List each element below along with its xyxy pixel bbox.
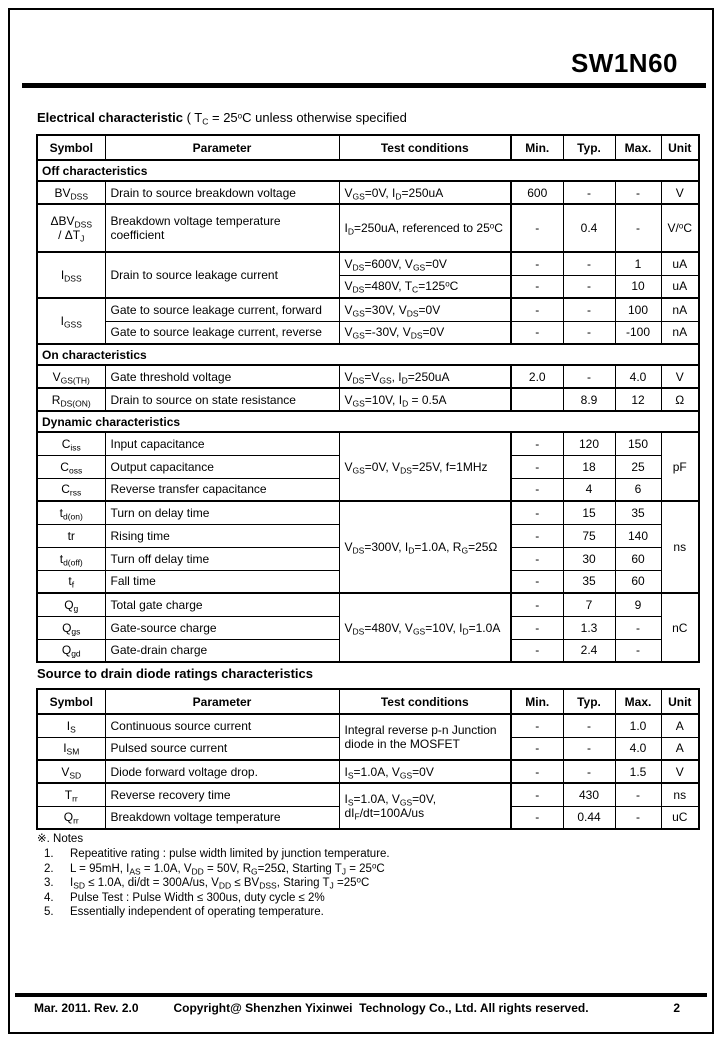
- cell-unit: V: [661, 760, 699, 783]
- cell-symbol: $R_{DS(ON)}$: [37, 388, 105, 411]
- cell-max: 4.0: [615, 737, 661, 760]
- header-min: Min.: [511, 689, 563, 714]
- cell-max: 150: [615, 432, 661, 455]
- cell-unit: ns: [661, 783, 699, 806]
- notes-list: [37, 847, 390, 920]
- heading-bold-text: Electrical characteristic: [37, 110, 183, 125]
- cell-min: 600: [511, 181, 563, 204]
- footer-rule: [15, 993, 707, 997]
- cell-max: 60: [615, 547, 661, 570]
- cell-symbol: $Q_{rr}$: [37, 806, 105, 829]
- cell-min: -: [511, 547, 563, 570]
- cell-max: -: [615, 181, 661, 204]
- heading-condition-text: ( $T_C = 25^oC$ unless otherwise specified: [182, 110, 407, 127]
- cell-test-conditions: $V_{GS}=10V$, $I_D = 0.5A$: [339, 388, 511, 411]
- footer-copyright: Copyright@ Shenzhen Yixinwei Technology Co., Ltd. All rights reserved.: [173, 1001, 589, 1015]
- note-number: 3.: [44, 877, 54, 889]
- cell-test-conditions: $V_{DS}=480V$, $T_C=125^oC$: [339, 275, 511, 298]
- cell-max: 4.0: [615, 365, 661, 388]
- cell-symbol: $V_{GS(TH)}$: [37, 365, 105, 388]
- cell-symbol: $I_{DSS}$: [37, 252, 105, 298]
- note-item: [37, 905, 390, 920]
- cell-typ: -: [563, 714, 615, 737]
- cell-typ: 75: [563, 524, 615, 547]
- cell-symbol: $Q_{gd}$: [37, 639, 105, 662]
- cell-parameter: Input capacitance: [105, 432, 339, 455]
- cell-parameter: Turn on delay time: [105, 501, 339, 524]
- cell-max: -: [615, 639, 661, 662]
- cell-max: -: [615, 616, 661, 639]
- cell-unit: ns: [661, 501, 699, 593]
- cell-min: -: [511, 570, 563, 593]
- cell-typ: 0.4: [563, 204, 615, 252]
- cell-parameter: Rising time: [105, 524, 339, 547]
- cell-unit: A: [661, 737, 699, 760]
- cell-typ: 120: [563, 432, 615, 455]
- header-test-conditions: Test conditions: [339, 135, 511, 160]
- cell-parameter: Drain to source breakdown voltage: [105, 181, 339, 204]
- footer-page-number: 2: [673, 1001, 680, 1015]
- note-text: Repeatitive rating : pulse width limited by junction temperature.: [70, 848, 390, 860]
- cell-parameter: Diode forward voltage drop.: [105, 760, 339, 783]
- cell-min: -: [511, 321, 563, 344]
- cell-symbol: $C_{oss}$: [37, 455, 105, 478]
- cell-max: 12: [615, 388, 661, 411]
- cell-parameter: Total gate charge: [105, 593, 339, 616]
- note-text: $I_{SD} \le 1.0A$, di/dt = 300A/us, $V_{DD} \le BV_{DSS}$, Staring $T_J =25^oC$: [70, 875, 370, 891]
- cell-typ: 8.9: [563, 388, 615, 411]
- cell-min: -: [511, 783, 563, 806]
- cell-parameter: Drain to source on state resistance: [105, 388, 339, 411]
- cell-typ: 1.3: [563, 616, 615, 639]
- cell-min: -: [511, 524, 563, 547]
- cell-symbol: $T_{rr}$: [37, 783, 105, 806]
- cell-max: 1.0: [615, 714, 661, 737]
- cell-symbol: $Q_g$: [37, 593, 105, 616]
- cell-unit: V: [661, 365, 699, 388]
- note-number: 5.: [44, 906, 54, 918]
- cell-symbol: tr: [37, 524, 105, 547]
- section-row-label: Dynamic characteristics: [37, 411, 699, 432]
- cell-max: 100: [615, 298, 661, 321]
- note-item: [37, 847, 390, 862]
- page-footer: [0, 1001, 722, 1019]
- header-symbol: Symbol: [37, 135, 105, 160]
- cell-typ: -: [563, 181, 615, 204]
- cell-parameter: Gate threshold voltage: [105, 365, 339, 388]
- cell-unit: A: [661, 714, 699, 737]
- cell-test-conditions: $I_D=250uA$, referenced to 25$^o$C: [339, 204, 511, 252]
- note-text: Pulse Test : Pulse Width ≤ 300us, duty cycle ≤ 2%: [70, 891, 325, 904]
- cell-symbol: $t_{d(off)}$: [37, 547, 105, 570]
- cell-typ: 430: [563, 783, 615, 806]
- cell-typ: 2.4: [563, 639, 615, 662]
- cell-parameter: Turn off delay time: [105, 547, 339, 570]
- cell-min: -: [511, 275, 563, 298]
- cell-test-conditions: $V_{DS}=300V$, $I_D=1.0A$, $R_G=25\Omega$: [339, 501, 511, 593]
- cell-min: -: [511, 478, 563, 501]
- diode-ratings-table: [36, 688, 700, 830]
- header-typ: Typ.: [563, 689, 615, 714]
- cell-max: 10: [615, 275, 661, 298]
- cell-unit: Ω: [661, 388, 699, 411]
- cell-unit: uC: [661, 806, 699, 829]
- cell-symbol: $t_{d(on)}$: [37, 501, 105, 524]
- cell-parameter: Pulsed source current: [105, 737, 339, 760]
- cell-test-conditions: $I_S=1.0A$, $V_{GS}=0V$: [339, 760, 511, 783]
- cell-min: [511, 388, 563, 411]
- cell-typ: 30: [563, 547, 615, 570]
- cell-max: 35: [615, 501, 661, 524]
- cell-parameter: Continuous source current: [105, 714, 339, 737]
- header-max: Max.: [615, 689, 661, 714]
- header-rule: [22, 83, 706, 88]
- electrical-characteristics-table: [36, 134, 700, 663]
- cell-unit: uA: [661, 275, 699, 298]
- notes-title: ※. Notes: [37, 833, 84, 845]
- notes-section: [37, 831, 390, 920]
- cell-symbol: $I_S$: [37, 714, 105, 737]
- cell-typ: 15: [563, 501, 615, 524]
- cell-symbol: $Q_{gs}$: [37, 616, 105, 639]
- cell-parameter: Reverse recovery time: [105, 783, 339, 806]
- cell-symbol: $I_{GSS}$: [37, 298, 105, 344]
- cell-parameter: Output capacitance: [105, 455, 339, 478]
- cell-min: -: [511, 760, 563, 783]
- cell-unit: pF: [661, 432, 699, 501]
- cell-unit: nA: [661, 298, 699, 321]
- cell-typ: -: [563, 737, 615, 760]
- cell-test-conditions: $V_{GS}=0V$, $I_D=250uA$: [339, 181, 511, 204]
- cell-max: -: [615, 783, 661, 806]
- cell-symbol: $C_{iss}$: [37, 432, 105, 455]
- cell-test-conditions: $V_{DS}=600V$, $V_{GS}=0V$: [339, 252, 511, 275]
- cell-parameter: Gate to source leakage current, reverse: [105, 321, 339, 344]
- note-number: 1.: [44, 848, 54, 860]
- cell-typ: 7: [563, 593, 615, 616]
- header-unit: Unit: [661, 135, 699, 160]
- cell-min: -: [511, 737, 563, 760]
- cell-min: -: [511, 204, 563, 252]
- cell-max: 6: [615, 478, 661, 501]
- header-typ: Typ.: [563, 135, 615, 160]
- cell-min: -: [511, 501, 563, 524]
- cell-min: -: [511, 432, 563, 455]
- cell-test-conditions: $V_{GS}=-30V$, $V_{DS}=0V$: [339, 321, 511, 344]
- cell-parameter: Gate to source leakage current, forward: [105, 298, 339, 321]
- cell-typ: -: [563, 365, 615, 388]
- cell-symbol: $C_{rss}$: [37, 478, 105, 501]
- cell-test-conditions: $V_{GS}=0V$, $V_{DS}=25V$, f=1MHz: [339, 432, 511, 501]
- cell-max: 1: [615, 252, 661, 275]
- cell-test-conditions: $I_S=1.0A$, $V_{GS}=0V$, $dI_F/dt=100A/us$: [339, 783, 511, 829]
- cell-typ: 35: [563, 570, 615, 593]
- header-min: Min.: [511, 135, 563, 160]
- cell-min: -: [511, 252, 563, 275]
- cell-symbol: $I_{SM}$: [37, 737, 105, 760]
- cell-parameter: Gate-drain charge: [105, 639, 339, 662]
- cell-test-conditions: Integral reverse p-n Junction diode in the MOSFET: [339, 714, 511, 760]
- header-test-conditions: Test conditions: [339, 689, 511, 714]
- cell-typ: -: [563, 252, 615, 275]
- header-parameter: Parameter: [105, 135, 339, 160]
- cell-max: 60: [615, 570, 661, 593]
- cell-test-conditions: $V_{GS}=30V$, $V_{DS}=0V$: [339, 298, 511, 321]
- note-number: 4.: [44, 891, 54, 904]
- cell-symbol: $V_{SD}$: [37, 760, 105, 783]
- cell-unit: nC: [661, 593, 699, 662]
- cell-max: -: [615, 204, 661, 252]
- section-row-label: Off characteristics: [37, 160, 699, 181]
- cell-test-conditions: $V_{DS}=V_{GS}$, $I_D=250uA$: [339, 365, 511, 388]
- cell-max: 1.5: [615, 760, 661, 783]
- cell-typ: 0.44: [563, 806, 615, 829]
- electrical-characteristic-heading: [37, 110, 407, 125]
- cell-parameter: Reverse transfer capacitance: [105, 478, 339, 501]
- cell-min: -: [511, 714, 563, 737]
- header-symbol: Symbol: [37, 689, 105, 714]
- cell-parameter: Fall time: [105, 570, 339, 593]
- cell-min: -: [511, 639, 563, 662]
- header-unit: Unit: [661, 689, 699, 714]
- cell-symbol: $\Delta BV_{DSS}$ / $\Delta T_J$: [37, 204, 105, 252]
- cell-typ: -: [563, 298, 615, 321]
- cell-typ: -: [563, 760, 615, 783]
- cell-parameter: Breakdown voltage temperature: [105, 806, 339, 829]
- cell-min: -: [511, 455, 563, 478]
- cell-typ: -: [563, 321, 615, 344]
- note-number: 2.: [44, 862, 54, 875]
- footer-revision: Mar. 2011. Rev. 2.0: [34, 1001, 139, 1015]
- header-parameter: Parameter: [105, 689, 339, 714]
- cell-min: -: [511, 593, 563, 616]
- cell-min: -: [511, 616, 563, 639]
- cell-parameter: Gate-source charge: [105, 616, 339, 639]
- cell-unit: nA: [661, 321, 699, 344]
- cell-max: 140: [615, 524, 661, 547]
- note-item: [37, 876, 390, 891]
- header-max: Max.: [615, 135, 661, 160]
- note-text: Essentially independent of operating temperature.: [70, 906, 324, 918]
- cell-max: -100: [615, 321, 661, 344]
- cell-test-conditions: $V_{DS}=480V$, $V_{GS}=10V$, $I_D=1.0A$: [339, 593, 511, 662]
- cell-parameter: Drain to source leakage current: [105, 252, 339, 298]
- cell-symbol: $t_f$: [37, 570, 105, 593]
- cell-unit: V: [661, 181, 699, 204]
- cell-max: -: [615, 806, 661, 829]
- part-number-title: SW1N60: [570, 48, 678, 78]
- cell-typ: -: [563, 275, 615, 298]
- cell-max: 9: [615, 593, 661, 616]
- cell-parameter: Breakdown voltage temperature coefficient: [105, 204, 339, 252]
- section-row-label: On characteristics: [37, 344, 699, 365]
- note-item: [37, 862, 390, 877]
- cell-max: 25: [615, 455, 661, 478]
- cell-unit: uA: [661, 252, 699, 275]
- diode-table-heading: Source to drain diode ratings characteristics: [37, 666, 313, 681]
- cell-unit: V/$^o$C: [661, 204, 699, 252]
- cell-min: -: [511, 806, 563, 829]
- cell-min: -: [511, 298, 563, 321]
- note-item: [37, 891, 390, 906]
- cell-symbol: $BV_{DSS}$: [37, 181, 105, 204]
- cell-typ: 4: [563, 478, 615, 501]
- note-text: L = 95mH, $I_{AS} = 1.0A$, $V_{DD} = 50V$, $R_G=25\Omega$, Starting $T_J = 25^oC$: [70, 861, 385, 876]
- cell-typ: 18: [563, 455, 615, 478]
- cell-min: 2.0: [511, 365, 563, 388]
